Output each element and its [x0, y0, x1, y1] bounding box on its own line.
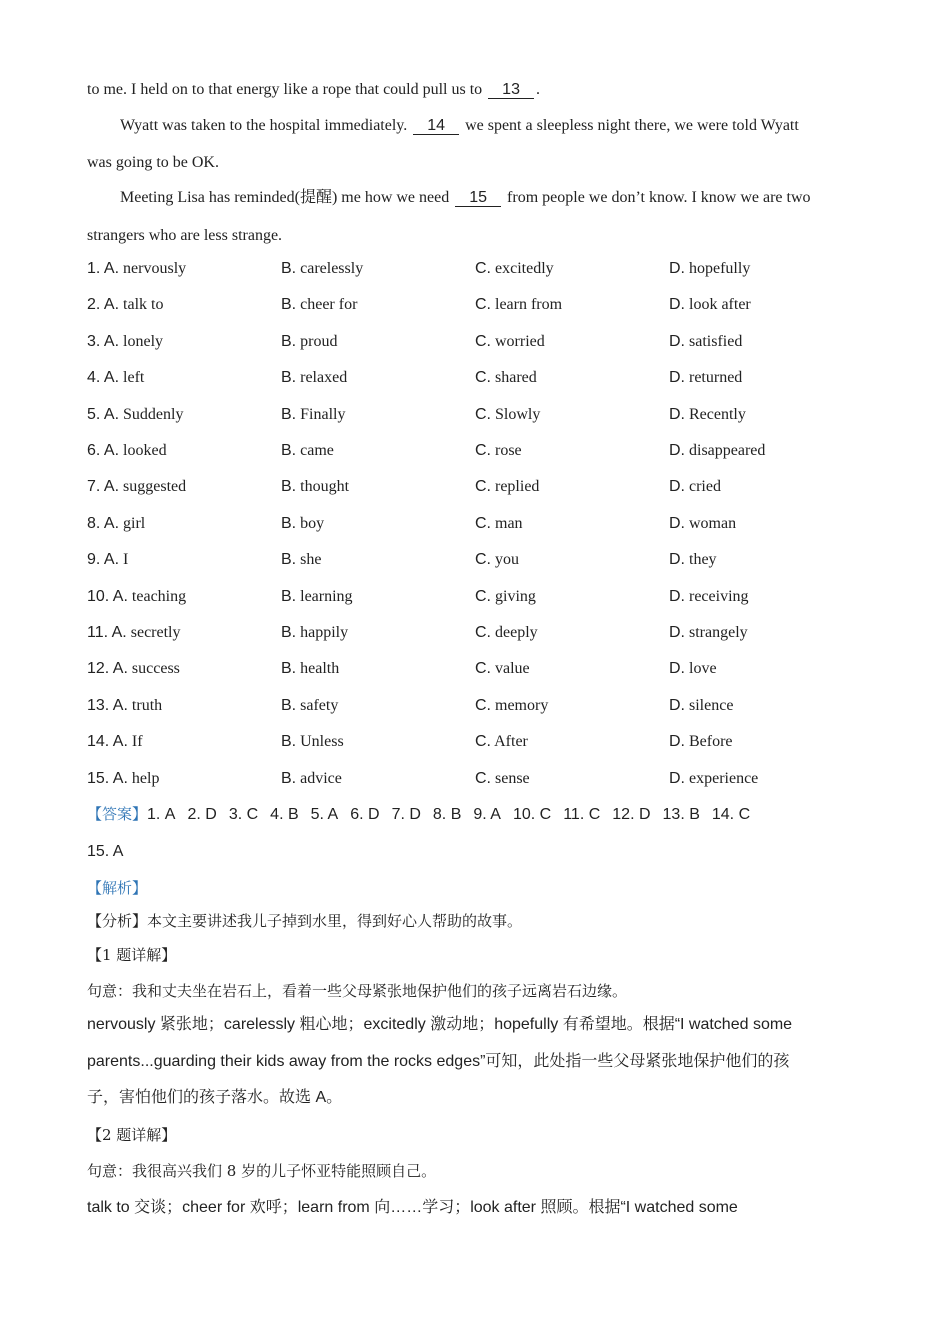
- option-b: [281, 733, 344, 751]
- answer-item: 1. A: [147, 806, 176, 823]
- question-row: [87, 733, 867, 755]
- passage-text: .: [535, 81, 540, 98]
- option-label: B.: [281, 405, 297, 423]
- passage-text: we spent a sleepless night there, we were told Wyatt: [465, 117, 799, 134]
- answer-item: 5. A: [310, 806, 339, 823]
- option-text: man: [495, 514, 523, 532]
- option-label: D.: [669, 369, 685, 387]
- option-label: C.: [475, 514, 491, 532]
- option-b: [281, 442, 334, 460]
- option-d: [669, 588, 749, 606]
- option-d: [669, 770, 758, 788]
- option-text: lonely: [123, 332, 164, 350]
- option-label: D.: [669, 696, 685, 714]
- option-d: [669, 551, 717, 569]
- option-label: D.: [669, 260, 685, 277]
- option-c: [475, 478, 539, 496]
- option-b: [281, 333, 337, 351]
- option-a: [87, 442, 167, 460]
- option-c: [475, 260, 554, 278]
- question-row: [87, 770, 867, 792]
- option-b: [281, 624, 348, 642]
- option-text: hopefully: [689, 260, 751, 277]
- question-row: [87, 369, 867, 391]
- option-text: replied: [495, 478, 540, 496]
- option-label: D.: [669, 624, 685, 641]
- option-b: [281, 697, 338, 715]
- q1-detail: parents...guarding their kids away from the rocks edges”可知，此处指一些父母紧张地保护他们的孩: [87, 1053, 790, 1070]
- option-label: C.: [475, 587, 491, 605]
- option-text: carelessly: [300, 260, 364, 277]
- option-c: [475, 296, 562, 314]
- option-text: love: [689, 660, 717, 678]
- option-d: [669, 733, 733, 751]
- blank-13: 13: [488, 81, 534, 99]
- option-label: D.: [669, 332, 685, 350]
- option-text: relaxed: [300, 369, 348, 387]
- option-b: [281, 478, 349, 496]
- passage-line: strangers who are less strange.: [87, 227, 283, 244]
- option-label: C.: [475, 624, 491, 641]
- option-label: 11. A.: [87, 624, 127, 641]
- option-label: 8. A.: [87, 514, 120, 532]
- option-c: [475, 369, 537, 387]
- option-label: 12. A.: [87, 660, 128, 678]
- answer-item: 3. C: [228, 806, 259, 823]
- option-a: [87, 770, 159, 788]
- option-c: [475, 770, 530, 788]
- option-label: 15. A.: [87, 769, 128, 787]
- option-text: Unless: [300, 733, 344, 751]
- option-text: learn from: [495, 296, 563, 314]
- option-text: they: [689, 551, 717, 569]
- answer-item: 4. B: [270, 806, 299, 823]
- option-c: [475, 406, 540, 424]
- option-label: C.: [475, 442, 491, 459]
- question-row: [87, 515, 867, 537]
- option-label: 1. A.: [87, 260, 120, 277]
- option-d: [669, 333, 742, 351]
- option-c: [475, 551, 519, 569]
- option-label: 6. A.: [87, 442, 120, 459]
- passage-text: from people we don’t know. I know we are two: [507, 189, 811, 206]
- option-text: girl: [123, 514, 146, 532]
- option-label: 9. A.: [87, 551, 120, 569]
- passage-text: Wyatt was taken to the hospital immediately.: [120, 117, 408, 134]
- option-c: [475, 660, 530, 678]
- option-label: C.: [475, 260, 491, 277]
- option-text: disappeared: [689, 442, 766, 459]
- answer-last: 15. A: [87, 843, 124, 860]
- option-c: [475, 333, 545, 351]
- answer-item: 2. D: [187, 806, 217, 823]
- option-b: [281, 588, 353, 606]
- option-text: look after: [689, 296, 751, 314]
- option-label: D.: [669, 733, 685, 751]
- question-row: [87, 296, 867, 318]
- option-text: memory: [495, 696, 549, 714]
- option-a: [87, 624, 180, 642]
- q1-title: 【1 题详解】: [87, 946, 177, 964]
- option-text: After: [494, 733, 528, 751]
- option-label: 5. A.: [87, 405, 120, 423]
- option-text: talk to: [123, 296, 164, 314]
- option-label: C.: [475, 660, 491, 678]
- option-label: B.: [281, 332, 297, 350]
- option-d: [669, 660, 717, 678]
- answer-tag: 【答案】: [87, 805, 148, 823]
- answer-item: 11. C: [563, 806, 601, 823]
- option-a: [87, 333, 163, 351]
- option-text: satisfied: [689, 332, 743, 350]
- option-b: [281, 296, 357, 314]
- q2-title: 【2 题详解】: [87, 1126, 177, 1144]
- option-text: thought: [300, 478, 350, 496]
- option-text: looked: [123, 442, 167, 459]
- option-label: 4. A.: [87, 369, 120, 387]
- option-label: D.: [669, 442, 685, 459]
- option-text: worried: [495, 332, 545, 350]
- analysis-summary: 【分析】本文主要讲述我儿子掉到水里，得到好心人帮助的故事。: [87, 912, 523, 930]
- option-text: returned: [689, 369, 743, 387]
- analysis-tag: 【解析】: [87, 879, 148, 897]
- option-label: 14. A.: [87, 733, 128, 751]
- option-label: B.: [281, 660, 297, 678]
- option-a: [87, 660, 180, 678]
- option-label: 3. A.: [87, 332, 120, 350]
- option-a: [87, 733, 143, 751]
- question-row: [87, 697, 867, 719]
- option-label: 13. A.: [87, 696, 128, 714]
- q2-detail: talk to 交谈；cheer for 欢呼；learn from 向……学习；look after 照顾。根据“I watched some: [87, 1199, 738, 1216]
- passage-line: was going to be OK.: [87, 154, 219, 171]
- option-text: If: [131, 733, 143, 751]
- option-text: silence: [689, 696, 734, 714]
- option-d: [669, 296, 751, 314]
- option-d: [669, 442, 765, 460]
- option-label: 2. A.: [87, 296, 120, 314]
- question-row: [87, 660, 867, 682]
- option-label: D.: [669, 296, 685, 314]
- option-b: [281, 770, 342, 788]
- option-text: advice: [300, 769, 342, 787]
- option-label: D.: [669, 478, 685, 496]
- option-d: [669, 478, 721, 496]
- option-d: [669, 624, 748, 642]
- option-text: cried: [689, 478, 721, 496]
- option-label: D.: [669, 551, 685, 569]
- option-label: 7. A.: [87, 478, 120, 496]
- q1-detail: nervously 紧张地；carelessly 粗心地；excitedly 激动地；hopefully 有希望地。根据“I watched some: [87, 1016, 793, 1033]
- option-c: [475, 442, 522, 460]
- option-label: C.: [475, 696, 491, 714]
- answer-list: [147, 806, 762, 823]
- answer-item: 12. D: [612, 806, 651, 823]
- option-d: [669, 515, 736, 533]
- option-label: B.: [281, 296, 297, 314]
- option-text: receiving: [689, 587, 749, 605]
- question-row: [87, 260, 867, 282]
- answer-item: 10. C: [512, 806, 552, 823]
- option-label: C.: [475, 332, 491, 350]
- option-label: B.: [281, 369, 297, 387]
- option-b: [281, 515, 324, 533]
- option-text: excitedly: [495, 260, 554, 277]
- option-label: D.: [669, 514, 685, 532]
- option-text: left: [123, 369, 145, 387]
- option-text: Suddenly: [123, 405, 184, 423]
- option-c: [475, 697, 548, 715]
- option-text: she: [300, 551, 322, 569]
- option-label: C.: [475, 405, 491, 423]
- passage-text: Meeting Lisa has reminded(提醒) me how we need: [120, 189, 450, 206]
- option-text: secretly: [130, 624, 181, 641]
- option-a: [87, 296, 163, 314]
- option-text: happily: [300, 624, 349, 641]
- option-label: B.: [281, 769, 297, 787]
- question-row: [87, 406, 867, 428]
- option-b: [281, 406, 345, 424]
- option-text: woman: [689, 514, 737, 532]
- option-a: [87, 406, 183, 424]
- option-label: C.: [475, 551, 491, 569]
- option-label: B.: [281, 514, 297, 532]
- option-text: suggested: [123, 478, 187, 496]
- question-row: [87, 442, 867, 464]
- option-text: experience: [689, 769, 759, 787]
- option-text: health: [300, 660, 340, 678]
- question-row: [87, 333, 867, 355]
- q1-detail: 子，害怕他们的孩子落水。故选 A。: [87, 1089, 343, 1106]
- option-label: 10. A.: [87, 587, 128, 605]
- option-c: [475, 588, 536, 606]
- option-d: [669, 260, 750, 278]
- option-text: shared: [495, 369, 537, 387]
- answer-item: 6. D: [350, 806, 380, 823]
- option-text: boy: [300, 514, 325, 532]
- option-label: D.: [669, 405, 685, 423]
- option-text: Recently: [689, 405, 746, 423]
- option-c: [475, 624, 538, 642]
- answer-item: 8. B: [432, 806, 462, 823]
- option-label: B.: [281, 624, 297, 641]
- option-text: giving: [495, 587, 536, 605]
- answer-item: 14. C: [711, 806, 751, 823]
- option-b: [281, 660, 339, 678]
- option-text: learning: [300, 587, 353, 605]
- option-label: B.: [281, 478, 297, 496]
- blank-14: 14: [413, 117, 459, 135]
- option-text: rose: [495, 442, 522, 459]
- option-text: proud: [300, 332, 338, 350]
- option-text: sense: [495, 769, 530, 787]
- passage-text: to me. I held on to that energy like a rope that could pull us to: [87, 81, 483, 98]
- option-a: [87, 369, 144, 387]
- option-text: Slowly: [495, 405, 541, 423]
- question-row: [87, 551, 867, 573]
- option-d: [669, 369, 742, 387]
- answer-item: 13. B: [662, 806, 700, 823]
- option-text: Before: [689, 733, 733, 751]
- q2-meaning: 句意：我很高兴我们 8 岁的儿子怀亚特能照顾自己。: [87, 1162, 437, 1180]
- option-text: Finally: [300, 405, 346, 423]
- option-c: [475, 733, 528, 751]
- option-text: help: [131, 769, 160, 787]
- option-label: C.: [475, 733, 491, 751]
- option-b: [281, 369, 347, 387]
- option-b: [281, 260, 363, 278]
- option-a: [87, 551, 128, 569]
- option-label: C.: [475, 296, 491, 314]
- answer-item: 9. A: [473, 806, 501, 823]
- option-text: safety: [300, 696, 339, 714]
- option-text: came: [300, 442, 334, 459]
- passage-line: [120, 116, 858, 136]
- option-label: C.: [475, 769, 491, 787]
- q1-meaning: 句意：我和丈夫坐在岩石上，看着一些父母紧张地保护他们的孩子远离岩石边缘。: [87, 982, 628, 1000]
- option-text: strangely: [689, 624, 748, 641]
- option-text: you: [495, 551, 519, 569]
- question-row: [87, 588, 867, 610]
- answer-line: [87, 804, 858, 825]
- option-d: [669, 697, 733, 715]
- question-row: [87, 624, 867, 646]
- question-row: [87, 478, 867, 500]
- option-label: D.: [669, 587, 685, 605]
- option-label: B.: [281, 260, 297, 277]
- passage-line: [120, 188, 858, 208]
- option-text: I: [123, 551, 129, 569]
- option-a: [87, 478, 186, 496]
- blank-15: 15: [455, 189, 501, 207]
- option-text: value: [495, 660, 530, 678]
- option-label: B.: [281, 551, 297, 569]
- option-label: B.: [281, 733, 297, 751]
- option-label: D.: [669, 660, 685, 678]
- option-a: [87, 588, 186, 606]
- option-label: B.: [281, 696, 297, 714]
- option-label: C.: [475, 478, 491, 496]
- option-label: C.: [475, 369, 491, 387]
- option-text: truth: [131, 696, 163, 714]
- option-c: [475, 515, 523, 533]
- option-label: B.: [281, 587, 297, 605]
- option-a: [87, 515, 145, 533]
- option-b: [281, 551, 321, 569]
- option-text: nervously: [123, 260, 187, 277]
- option-text: success: [131, 660, 180, 678]
- option-a: [87, 260, 186, 278]
- passage-line: [87, 80, 858, 100]
- option-text: deeply: [495, 624, 538, 641]
- option-a: [87, 697, 162, 715]
- option-text: teaching: [131, 587, 187, 605]
- option-label: B.: [281, 442, 297, 459]
- option-label: D.: [669, 769, 685, 787]
- option-text: cheer for: [300, 296, 358, 314]
- answer-item: 7. D: [391, 806, 421, 823]
- option-d: [669, 406, 746, 424]
